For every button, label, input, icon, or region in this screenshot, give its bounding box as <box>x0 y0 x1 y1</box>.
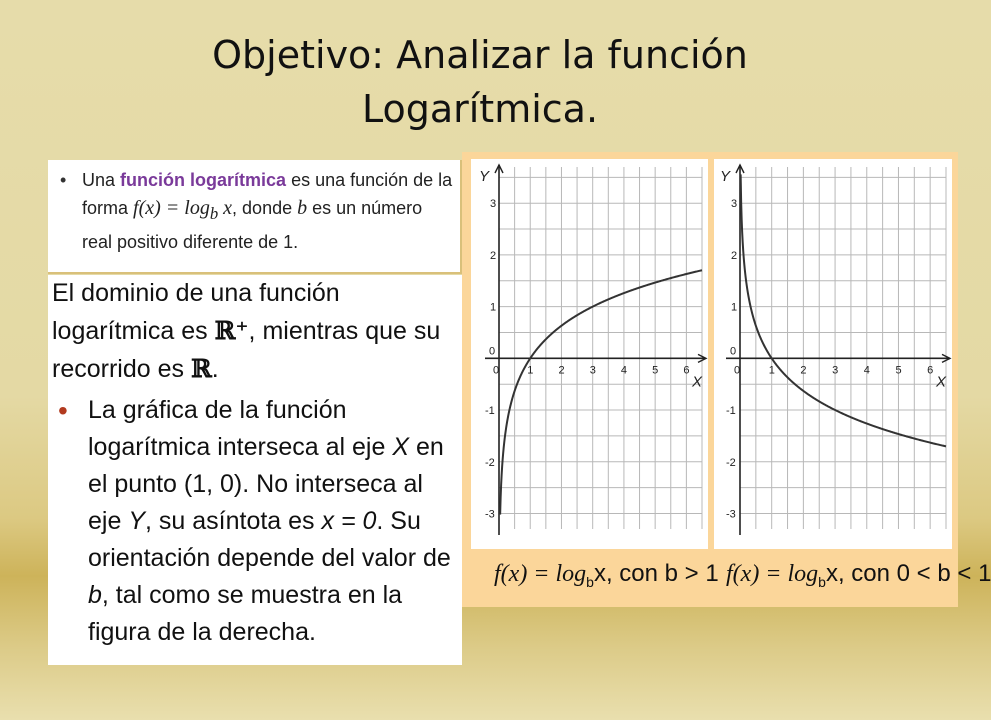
x-axis-label: X <box>936 373 947 391</box>
slide-title <box>0 28 960 136</box>
y-tick-label: 2 <box>490 249 497 262</box>
definition-b: b <box>297 197 308 219</box>
property-b: b <box>88 581 102 609</box>
title-line-1: Objetivo: Analizar la función <box>212 33 748 77</box>
x-tick-label: 4 <box>863 364 870 377</box>
caption-1-sub: b <box>586 573 594 590</box>
definition-text-1: Una <box>82 170 121 190</box>
property-text-e: , tal como se muestra en la figura de la derecha. <box>88 581 403 646</box>
asymptote-value: x = 0 <box>321 507 377 535</box>
x-tick-label: 3 <box>832 364 839 377</box>
property-text-a: La gráfica de la función logarítmica interseca al eje <box>88 396 393 461</box>
y-tick-label: -3 <box>726 508 736 521</box>
range-symbol: ℝ <box>190 354 212 383</box>
y-tick-label: -2 <box>485 456 495 469</box>
x-tick-label: 4 <box>620 364 628 377</box>
caption-2-b: x, con 0 < b < 1 <box>825 560 991 587</box>
x-tick-label: 1 <box>527 364 534 377</box>
axis-y-name: Y <box>128 507 145 535</box>
graph-b-greater-than-1 <box>471 159 708 549</box>
chart-svg-decreasing <box>714 159 952 549</box>
definition-text-4: es un número real positivo diferente de 1. <box>82 198 423 252</box>
x-tick-label: 5 <box>895 364 902 377</box>
domain-text-a: El dominio de una función logarítmica es <box>52 279 340 345</box>
y-tick-label: 3 <box>731 198 738 211</box>
graphs-panel <box>462 152 991 607</box>
x-tick-label: 6 <box>927 364 934 377</box>
y-axis-label: Y <box>720 168 731 185</box>
y-tick-label: -2 <box>726 456 736 469</box>
definition-box <box>48 160 462 274</box>
y-tick-label: 1 <box>731 301 738 314</box>
caption-2-a: f(x) = log <box>726 561 819 587</box>
y-tick-label: 2 <box>731 249 738 262</box>
property-text-b: en el punto (1, 0). No interseca al eje <box>88 433 444 535</box>
axis-x-name: X <box>392 433 409 461</box>
graph-property-item <box>88 392 454 651</box>
y-tick-label: -1 <box>726 405 736 418</box>
y-tick-label: -1 <box>485 405 495 418</box>
caption-increasing <box>494 560 719 590</box>
definition-formula <box>133 197 233 223</box>
domain-symbol: ℝ⁺ <box>214 316 249 345</box>
title-line-2: Logarítmica. <box>361 87 599 131</box>
definition-highlight: función logarítmica <box>120 170 287 190</box>
x-tick-label: 2 <box>800 364 807 377</box>
x-tick-label: 1 <box>768 364 775 377</box>
domain-text-b: , mientras que su recorrido es <box>52 317 441 383</box>
y-tick-label: 0 <box>489 345 496 358</box>
formula-main: f(x) = log <box>133 197 210 219</box>
caption-1-b: x, con b > 1 <box>593 560 719 587</box>
y-tick-label: 1 <box>490 301 497 314</box>
formula-sub: b <box>209 204 219 223</box>
y-tick-label: 0 <box>730 345 737 358</box>
y-tick-label: -3 <box>485 508 495 521</box>
x-axis-label: X <box>692 373 703 391</box>
domain-paragraph <box>52 275 454 388</box>
y-axis-label: Y <box>479 168 490 185</box>
x-tick-label: 0 <box>734 364 741 377</box>
chart-svg-increasing <box>471 159 708 549</box>
caption-decreasing <box>726 560 991 590</box>
property-text-c: , su asíntota es <box>145 507 322 535</box>
x-tick-label: 2 <box>558 364 565 377</box>
property-text-d: . Su orientación depende del valor de <box>88 507 451 572</box>
graph-b-between-0-and-1 <box>714 159 952 549</box>
definition-text-3: , donde <box>232 198 298 218</box>
x-tick-label: 3 <box>589 364 596 377</box>
formula-x: x <box>218 197 233 219</box>
x-tick-label: 6 <box>683 364 690 377</box>
x-tick-label: 0 <box>493 364 500 377</box>
caption-1-a: f(x) = log <box>494 561 587 587</box>
properties-box <box>48 275 462 665</box>
definition-text-2: es una función de la forma <box>82 170 453 218</box>
x-tick-label: 5 <box>652 364 659 377</box>
y-tick-label: 3 <box>490 198 497 211</box>
caption-2-sub: b <box>818 573 826 590</box>
definition-item <box>82 166 454 256</box>
domain-text-c: . <box>211 355 219 383</box>
